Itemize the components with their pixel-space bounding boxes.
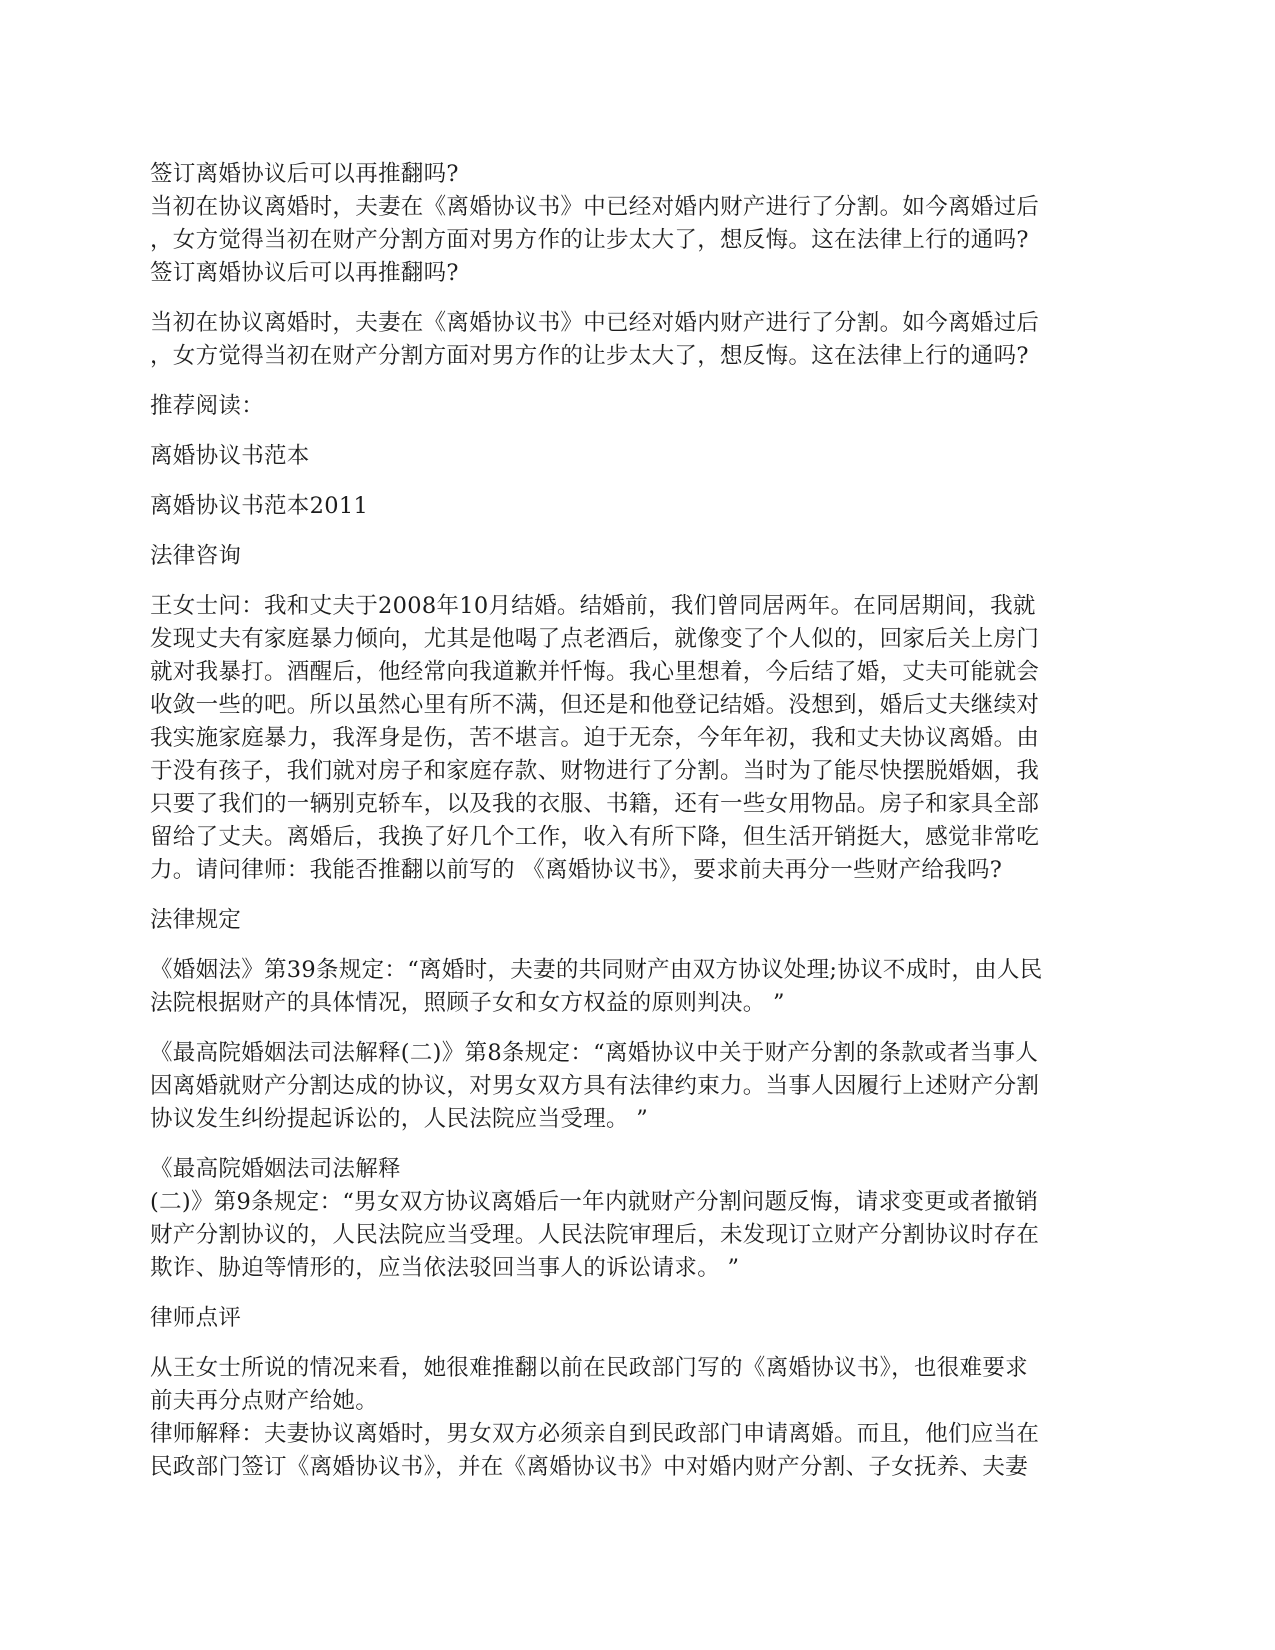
text-line: 于没有孩子，我们就对房子和家庭存款、财物进行了分割。当时为了能尽快摆脱婚姻，我 [150, 758, 1040, 784]
text-line: 从王女士所说的情况来看，她很难推翻以前在民政部门写的《离婚协议书》，也很难要求 [150, 1355, 1028, 1381]
text-line: 前夫再分点财产给她。 [150, 1388, 379, 1414]
paragraph [150, 1352, 1130, 1418]
document-page [150, 158, 1130, 1484]
text-line: 律师点评 [150, 1305, 242, 1331]
text-line: 法律咨询 [150, 543, 242, 569]
text-line: 律师解释：夫妻协议离婚时，男女双方必须亲自到民政部门申请离婚。而且，他们应当在 [150, 1421, 1040, 1447]
paragraph [150, 954, 1130, 1020]
text-line: 协议发生纠纷提起诉讼的，人民法院应当受理。 ” [150, 1106, 649, 1132]
text-line: 民政部门签订《离婚协议书》，并在《离婚协议书》中对婚内财产分割、子女抚养、夫妻 [150, 1454, 1028, 1480]
text-line: 发现丈夫有家庭暴力倾向，尤其是他喝了点老酒后，就像变了个人似的，回家后关上房门 [150, 626, 1040, 652]
text-line: 欺诈、胁迫等情形的，应当依法驳回当事人的诉讼请求。 ” [150, 1255, 740, 1281]
text-line: 当初在协议离婚时，夫妻在《离婚协议书》中已经对婚内财产进行了分割。如今离婚过后 [150, 194, 1040, 220]
text-line: 离婚协议书范本 [150, 443, 310, 469]
text-line: 《最高院婚姻法司法解释 [150, 1156, 401, 1182]
text-line: 推荐阅读： [150, 393, 265, 419]
text-line: 力。请问律师：我能否推翻以前写的 《离婚协议书》，要求前夫再分一些财产给我吗? [150, 857, 1003, 883]
text-line: 财产分割协议的，人民法院应当受理。人民法院审理后，未发现订立财产分割协议时存在 [150, 1222, 1040, 1248]
paragraph [150, 540, 1130, 573]
text-line: ，女方觉得当初在财产分割方面对男方作的让步太大了，想反悔。这在法律上行的通吗? [150, 227, 1029, 253]
text-line: 我实施家庭暴力，我浑身是伤，苦不堪言。迫于无奈，今年年初，我和丈夫协议离婚。由 [150, 725, 1040, 751]
paragraph [150, 1153, 1130, 1285]
paragraph [150, 307, 1130, 373]
text-line: 王女士问：我和丈夫于2008年10月结婚。结婚前，我们曾同居两年。在同居期间，我就 [150, 593, 1036, 619]
text-line: 只要了我们的一辆别克轿车，以及我的衣服、书籍，还有一些女用物品。房子和家具全部 [150, 791, 1040, 817]
paragraph [150, 904, 1130, 937]
text-line: 签订离婚协议后可以再推翻吗? [150, 260, 459, 286]
text-line: 法院根据财产的具体情况，照顾子女和女方权益的原则判决。 ” [150, 990, 785, 1016]
paragraph [150, 1418, 1130, 1484]
text-line: (二)》第9条规定：“男女双方协议离婚后一年内就财产分割问题反悔，请求变更或者撤销 [150, 1189, 1039, 1215]
text-line: 《最高院婚姻法司法解释(二)》第8条规定：“离婚协议中关于财产分割的条款或者当事人 [150, 1040, 1039, 1066]
paragraph [150, 390, 1130, 423]
text-line: ，女方觉得当初在财产分割方面对男方作的让步太大了，想反悔。这在法律上行的通吗? [150, 343, 1029, 369]
text-line: 收敛一些的吧。所以虽然心里有所不满，但还是和他登记结婚。没想到，婚后丈夫继续对 [150, 692, 1040, 718]
paragraph [150, 158, 1130, 191]
paragraph [150, 590, 1130, 887]
text-line: 法律规定 [150, 907, 242, 933]
text-line: 因离婚就财产分割达成的协议，对男女双方具有法律约束力。当事人因履行上述财产分割 [150, 1073, 1040, 1099]
text-line: 留给了丈夫。离婚后，我换了好几个工作，收入有所下降，但生活开销挺大，感觉非常吃 [150, 824, 1040, 850]
text-line: 当初在协议离婚时，夫妻在《离婚协议书》中已经对婚内财产进行了分割。如今离婚过后 [150, 310, 1040, 336]
text-line: 签订离婚协议后可以再推翻吗? [150, 161, 459, 187]
paragraph [150, 1037, 1130, 1136]
paragraph [150, 440, 1130, 473]
text-line: 就对我暴打。酒醒后，他经常向我道歉并忏悔。我心里想着，今后结了婚，丈夫可能就会 [150, 659, 1040, 685]
paragraph [150, 1302, 1130, 1335]
paragraph [150, 191, 1130, 257]
paragraph [150, 257, 1130, 290]
text-line: 离婚协议书范本2011 [150, 493, 369, 519]
paragraph [150, 490, 1130, 523]
text-line: 《婚姻法》第39条规定：“离婚时，夫妻的共同财产由双方协议处理;协议不成时，由人民 [150, 957, 1043, 983]
